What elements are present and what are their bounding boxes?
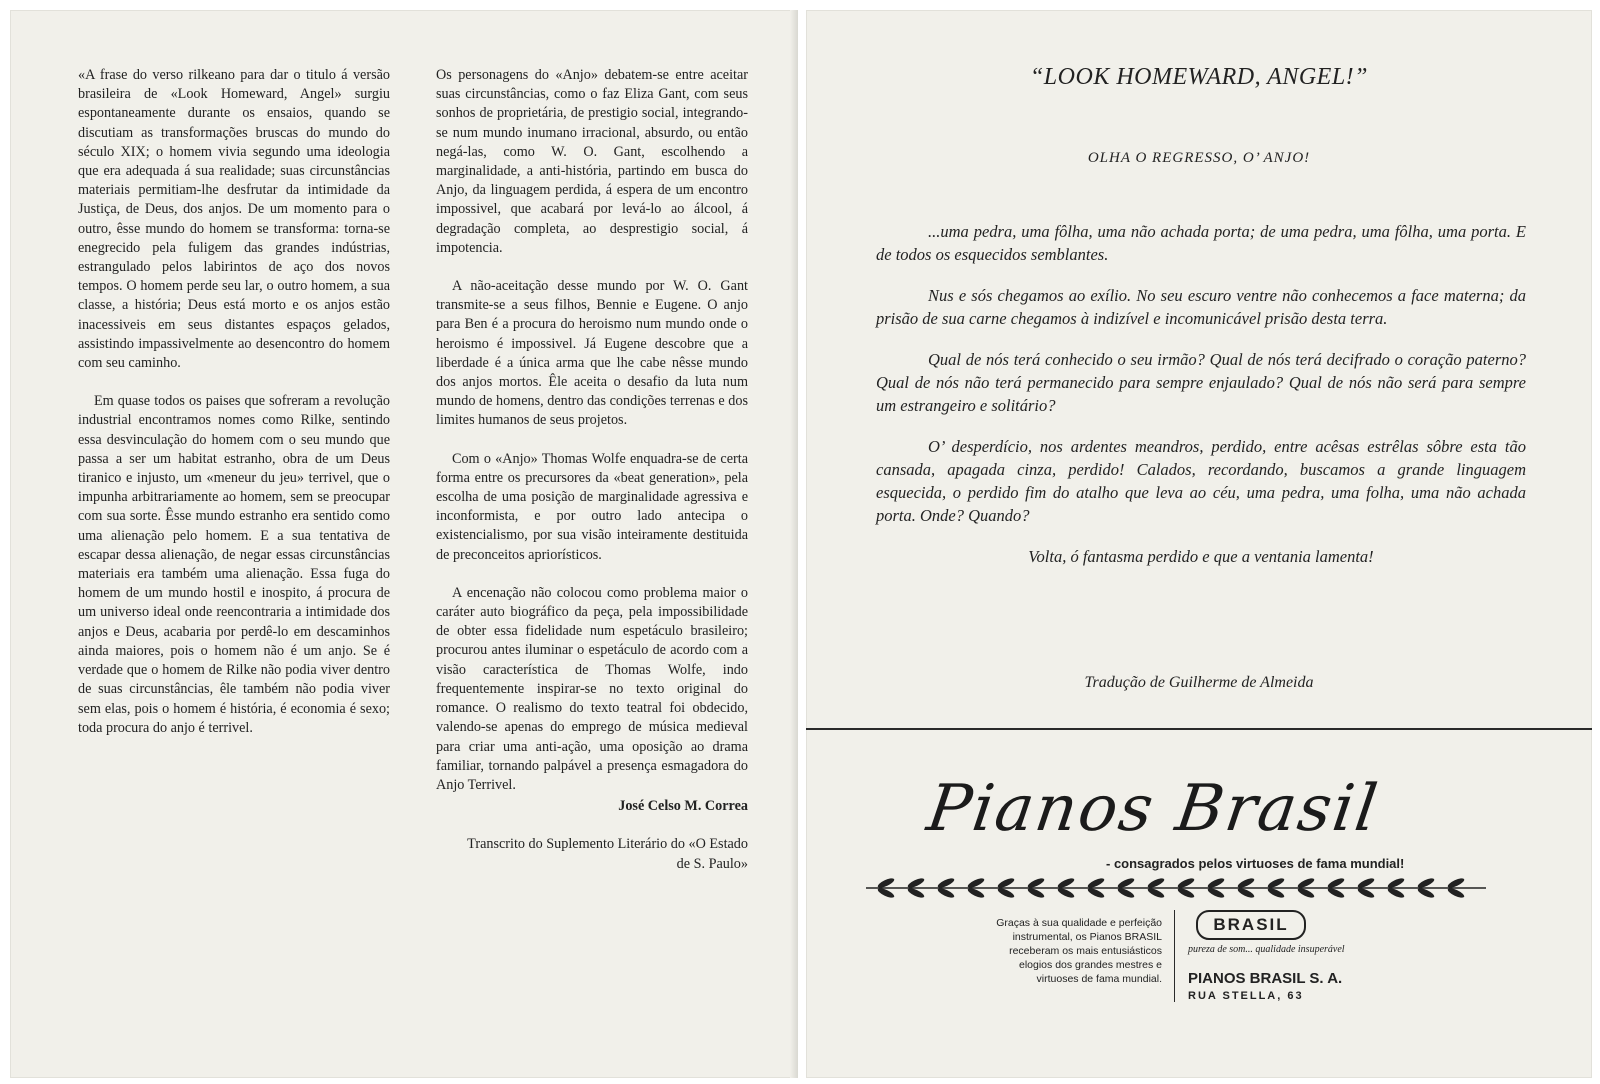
- article-column-1: [78, 66, 390, 757]
- ad-tagline: - consagrados pelos virtuoses de fama mundial!: [1106, 856, 1405, 871]
- poem-stanza: Qual de nós terá conhecido o seu irmão? Qual de nós terá decifrado o coração paterno? Qual de nós não terá permanecido para sempre enjaulado? Qual de nós não será para sempre um estrangeiro e solitário?: [876, 350, 1526, 415]
- poem-subtitle: OLHA O REGRESSO, O’ ANJO!: [1087, 150, 1311, 166]
- poem-title: “LOOK HOMEWARD, ANGEL!”: [1029, 64, 1369, 90]
- poem-stanza: Nus e sós chegamos ao exílio. No seu escuro ventre não conhecemos a face materna; da prisão de sua carne chegamos à indizível e incomunicável prisão desta terra.: [876, 286, 1526, 328]
- pianos-brasil-logo: Pianos Brasil: [922, 772, 1384, 846]
- company-name: PIANOS BRASIL S. A.: [1188, 970, 1343, 987]
- article-paragraph: Com o «Anjo» Thomas Wolfe enquadra-se de certa forma entre os precursores da «beat generation», pela escolha de uma posição de marginalidade agressiva e inconformista, e por outro lado antecipa o existencialismo, por sua visão inteiramente destituida de preconceitos apriorísticos.: [436, 450, 748, 563]
- section-divider: [806, 728, 1592, 730]
- ad-body-text: Graças à sua qualidade e perfeição instrumental, os Pianos BRASIL receberam os mais entusiásticos elogios dos grandes mestres e virtuoses de fama mundial.: [996, 917, 1162, 985]
- brasil-badge-logo: BRASIL: [1196, 910, 1306, 940]
- book-gutter-left: [790, 10, 798, 1078]
- article-paragraph: A não-aceitação desse mundo por W. O. Gant transmite-se a seus filhos, Bennie e Eugene. O anjo para Ben é a procura do heroismo num mundo onde o heroismo é impossivel. Já Eugene descobre que a liberdade é a única arma que lhe cabe nêsse mundo dos anjos mortos. Êle aceita o desafio da luta num mundo de homens, dentro das condições terrenas e dos limites humanos de seus projetos.: [436, 278, 748, 429]
- article-author: José Celso M. Correa: [618, 798, 748, 815]
- article-paragraph: A encenação não colocou como problema maior o caráter auto biográfico da peça, pela impossibilidade de obter essa fidelidade num espetáculo brasileiro; procurou antes iluminar o espetáculo de acordo com a visão característica de Thomas Wolfe, indo frequentemente inspirar-se no texto original do romance. O realismo do texto teatral foi obdecido, valendo-se apenas do emprego de música medieval para criar uma anti-ação, uma oposição ao drama familiar, tornando palpável a presença esmagadora do Anjo Terrivel.: [436, 584, 748, 793]
- article-paragraph: Em quase todos os paises que sofreram a revolução industrial encontramos nomes como Rilke, sentindo essa desvinculação do homem com o seu mundo que passa a ser um habitat estranho, obra de um Deus tiranico e injusto, um «meneur du jeu» terrivel, que o impunha arbitrariamente ao homem, sem se preocupar com sua sorte. Êsse mundo estranho era sentido como uma alienação pelo homem. E a sua tentativa de escapar dessa alienação, de negar essas circunstâncias materiais era também uma alienação. Essa fuga do homem de um mundo hostil e inospito, á procura de um universo ideal onde reencontraria a intimidade dos anjos e Deus, acabaria por perdê-lo em descaminhos ainda maiores, pois o homem não é um anjo. Se é verdade que o homem de Rilke não podia viver dentro de suas circunstâncias, êle também não podia viver sem elas, pois o homem é história, é economia é sexo; toda procura do anjo é terrivel.: [78, 393, 390, 736]
- brand-motto: pureza de som... qualidade insuperável: [1188, 944, 1345, 955]
- right-page: [806, 10, 1592, 1078]
- poem-stanza: Volta, ó fantasma perdido e que a ventania lamenta!: [1028, 547, 1374, 566]
- left-page: [10, 10, 798, 1078]
- article-column-2: [436, 66, 748, 893]
- article-paragraph: «A frase do verso rilkeano para dar o titulo á versão brasileira de «Look Homeward, Angel» surgiu espontaneamente durante os ensaios, quando se discutiam as transformações bruscas do mundo do século XIX; o homem vivia segundo uma ideologia que era adequada á sua realidade; suas circunstâncias materiais permitiam-lhe desfrutar da intimidade da Justiça, de Deus, dos anjos. De um momento para o outro, êsse mundo do homem se transforma: torna-se enegrecido pela fuligem das grandes indústrias, estrangulado pelos labirintos de aço dos novos tempos. O homem perde seu lar, o outro homem, a sua classe, a história; Deus está morto e os anjos estão inacessiveis em seus distantes espaços gelados, assistindo impassivelmente ao desencontro do homem com seu caminho.: [78, 67, 390, 372]
- article-paragraph: Os personagens do «Anjo» debatem-se entre aceitar suas circunstâncias, como o faz Eliza Gant, com seus sonhos de proprietária, de prestigio social, integrando-se num mundo inumano irracional, absurdo, ou então negá-las, como W. O. Gant, escolhendo a marginalidade, a anti-história, partindo em busca do Anjo, da linguagem perdida, á espera de um encontro impossivel, que acabará por levá-lo ao álcool, á degradação completa, ao desprestigio social, á impotencia.: [436, 67, 748, 256]
- ad-divider: [1174, 910, 1175, 1002]
- article-source: Transcrito do Suplemento Literário do «O Estado de S. Paulo»: [467, 836, 748, 872]
- company-address: RUA STELLA, 63: [1188, 990, 1304, 1002]
- poem-stanza: ...uma pedra, uma fôlha, uma não achada porta; de uma pedra, uma fôlha, uma porta. E de todos os esquecidos semblantes.: [876, 222, 1526, 264]
- laurel-ornament-icon: [856, 874, 1496, 902]
- translation-credit: Tradução de Guilherme de Almeida: [1084, 674, 1314, 691]
- poem-body: [876, 220, 1526, 586]
- poem-stanza: O’ desperdício, nos ardentes meandros, perdido, entre acêsas estrêlas sôbre esta tão cansada, apagada cinza, perdido! Calados, recordando, buscamos a grande linguagem esquecida, o perdido fim do atalho que leva ao céu, uma pedra, uma folha, uma não achada porta. Onde? Quando?: [876, 437, 1526, 525]
